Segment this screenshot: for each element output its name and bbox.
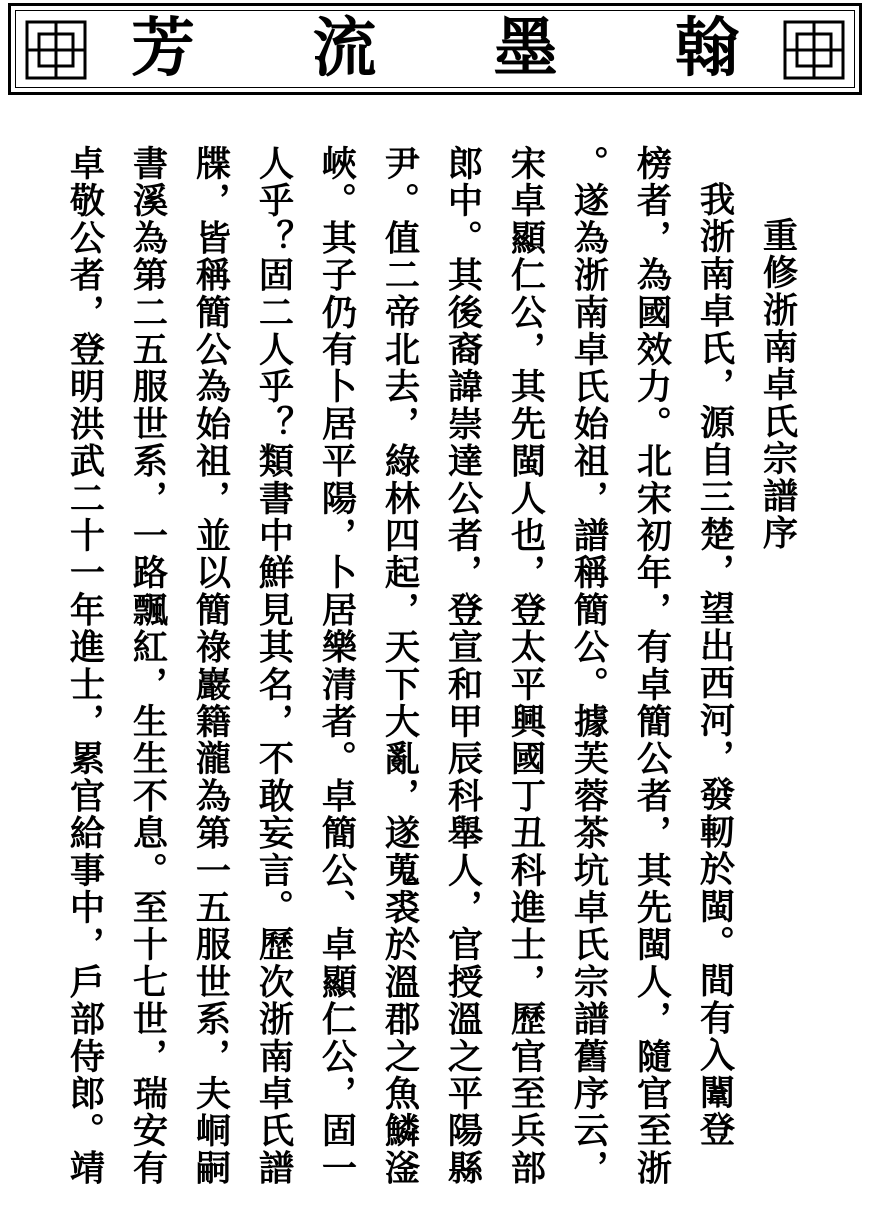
text-column: 卓敬公者，登明洪武二十一年進士，累官給事中，戶部侍郎。靖 bbox=[64, 145, 105, 1187]
banner-char: 墨 bbox=[493, 11, 558, 86]
text-column: 郎中。其後裔諱崇達公者，登宣和甲辰科舉人，官授溫之平陽縣 bbox=[442, 145, 483, 1187]
text-column: 我浙南卓氏，源自三楚，望出西河，發軔於閩。間有入闈登 bbox=[694, 181, 735, 1149]
fret-ornament-right-icon bbox=[783, 20, 845, 80]
text-column: 尹。值二帝北去，綠林四起，天下大亂，遂蒐裘於溫郡之魚鱗滏 bbox=[379, 145, 420, 1187]
banner-char: 流 bbox=[312, 11, 377, 86]
header-banner bbox=[8, 3, 862, 95]
banner-title bbox=[101, 6, 769, 92]
document-body bbox=[49, 145, 809, 1205]
fret-ornament-left-icon bbox=[25, 20, 87, 80]
text-column: 人乎？固二人乎？類書中鮮見其名，不敢妄言。歷次浙南卓氏譜 bbox=[253, 145, 294, 1187]
text-column: 書溪為第二五服世系，一路飄紅，生生不息。至十七世，瑞安有 bbox=[127, 145, 168, 1187]
text-column: 榜者，為國效力。北宋初年，有卓簡公者，其先閩人，隨官至浙 bbox=[631, 145, 672, 1187]
text-column: 峽。其子仍有卜居平陽，卜居樂清者。卓簡公、卓顯仁公，固一 bbox=[316, 145, 357, 1187]
text-column: 牒，皆稱簡公為始祖，並以簡祿巖籍瀧為第一五服世系，夫峒嗣 bbox=[190, 145, 231, 1187]
text-column: 。遂為浙南卓氏始祖，譜稱簡公。據芙蓉茶坑卓氏宗譜舊序云， bbox=[568, 145, 609, 1187]
text-column: 宋卓顯仁公，其先閩人也，登太平興國丁丑科進士，歷官至兵部 bbox=[505, 145, 546, 1187]
banner-char: 翰 bbox=[674, 11, 739, 86]
banner-char: 芳 bbox=[131, 11, 195, 86]
document-title: 重修浙南卓氏宗譜序 bbox=[757, 217, 798, 552]
